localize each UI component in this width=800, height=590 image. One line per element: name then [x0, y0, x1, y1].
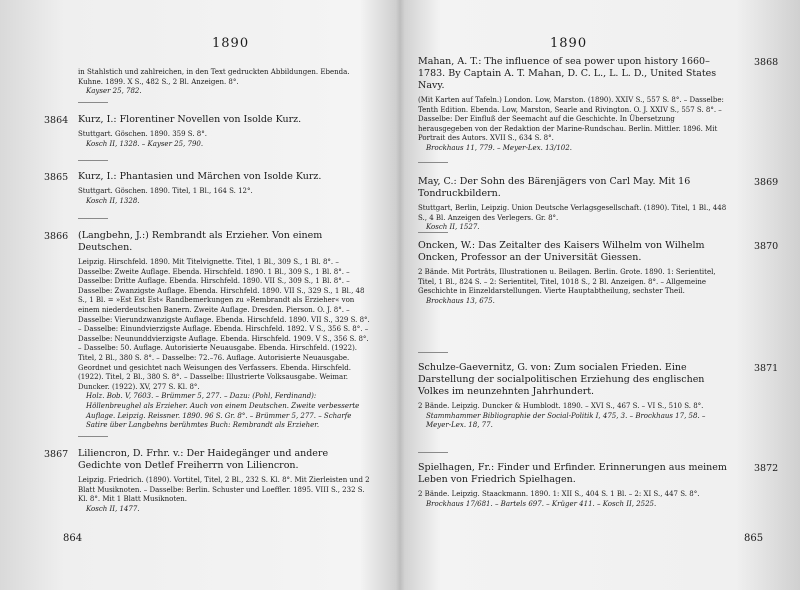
- entry-body: Leipzig. Hirschfeld. 1890. Mit Titelvignette. Titel, 1 Bl., 309 S., 1 Bl. 8°. – Dasselbe: Zweite Auflage. Ebenda. Hirschfeld. 1890. 1 Bl., 309 S., 1 Bl. 8°. – Dasselbe: Dritte Auflage. Ebenda. Hirschfeld. 1890. VII S., 309 S., 1 Bl. 8°. – Dasselbe: Zwanzigste Auflage. Ebenda. Hirschfeld. 1890. VII S., 329 S., 1 Bl., 48 S., 1 Bl. = »Est Est Est« Randbemerkungen zu »Rembrandt als Erzieher« von einem niederdeutschen Banern. Zweite Auflage. Dresden. Pierson. O. J. 8°. – Dasselbe: Vierundzwanzigste Auflage. Ebenda. Hirschfeld. 1890. VII S., 329 S. 8°. – Dasselbe: Einundvierzigste Auflage. Ebenda. Hirschfeld. 1892. V S., 356 S. 8°. – Dasselbe: Neununddvierzigste Auflage. Ebenda. Hirschfeld. 1909. V S., 356 S. 8°. – Dasselbe: 50. Auflage. Autorisierte Neuausgabe. Ebenda. Hirschfeld. (1922). Titel, 2 Bl., 380 S. 8°. – Dasselbe: 72.–76. Auflage. Autorisierte Neuausgabe. Geordnet und gesichtet nach Weisungen des Verfassers. Ebenda. Hirschfeld. (1922). Titel, 2 Bl., 380 S. 8°. – Dasselbe: Illustrierte Volksausgabe. Weimar. Duncker. (1922). XV, 277 S. Kl. 8°.: [78, 258, 370, 391]
- entry-body: 2 Bände. Mit Porträts, Illustrationen u. Beilagen. Berlin. Grote. 1890. 1: Serientitel, Titel, 1 Bl., 824 S. – 2: Serientitel, Titel, 1018 S., 2 Bl. Anzeigen. 8°. – Allgemeine Geschichte in Einzeldarstellungen. Vierte Hauptabtheilung, sechster Theil.: [418, 268, 716, 296]
- page-year-header: 1890: [212, 36, 250, 51]
- page-number: 865: [744, 533, 764, 544]
- catalog-entry: [418, 176, 779, 233]
- page-year-header: 1890: [550, 36, 588, 51]
- entry-body: (Mit Karten auf Tafeln.) London. Low, Marston. (1890). XXIV S., 557 S. 8°. – Dasselbe: Tenth Edition. Ebenda. Low, Marston, Searle and Rivington. O. J. XXIV S., 557 S. 8°. – Dasselbe: Der Einfluß der Seemacht auf die Geschichte. In Übersetzung herausgegeben von der Redaktion der Marine-Rundschau. Berlin. Mittler. 1896. Mit Portrait des Autors. XVII S., 634 S. 8°.: [418, 96, 724, 143]
- entry-number: 3867: [44, 449, 69, 460]
- catalog-entry: [418, 240, 779, 306]
- entry-number: 3866: [44, 231, 69, 242]
- catalog-entry: [418, 56, 779, 154]
- entry-citation: Kayser 25, 782.: [86, 87, 142, 96]
- entry-citation: Stammhammer Bibliographie der Social-Politik I, 475, 3. – Brockhaus 17, 58. – Meyer-Lex. 18, 77.: [426, 411, 706, 430]
- entry-body: Leipzig. Friedrich. (1890). Vortitel, Titel, 2 Bl., 232 S. Kl. 8°. Mit Zierleisten und 2 Blatt Musiknoten. – Dasselbe: Berlin. Schuster und Loeffler. 1895. VIII S., 232 S. Kl. 8°. Mit 1 Blatt Musiknoten.: [78, 476, 370, 504]
- continuation-entry: [78, 64, 370, 97]
- entry-citation: Kosch II, 1328. – Kayser 25, 790.: [86, 139, 204, 148]
- entry-body: 2 Bände. Leipzig. Staackmann. 1890. 1: XII S., 404 S. 1 Bl. – 2: XI S., 447 S. 8°.: [418, 490, 700, 498]
- entry-citation: Kosch II, 1328.: [86, 196, 140, 205]
- catalog-entry: [44, 448, 370, 514]
- entry-number: 3869: [754, 177, 779, 188]
- catalog-entry: [44, 171, 370, 206]
- page-number: 864: [63, 533, 83, 544]
- entry-title: (Langbehn, J.:) Rembrandt als Erzieher. Von einem Deutschen.: [78, 230, 323, 253]
- separator-rule: [78, 102, 108, 103]
- entry-citation: Brockhaus 13, 675.: [426, 296, 495, 305]
- right-page: [400, 0, 800, 590]
- entry-number: 3868: [754, 57, 779, 68]
- separator-rule: [78, 218, 108, 219]
- entry-title: Liliencron, D. Frhr. v.: Der Haidegänger und andere Gedichte von Detlef Freiherrn von Liliencron.: [78, 448, 329, 471]
- separator-rule: [78, 436, 108, 437]
- entry-number: 3872: [754, 463, 779, 474]
- entry-title: May, C.: Der Sohn des Bärenjägers von Carl May. Mit 16 Tondruckbildern.: [418, 176, 691, 199]
- separator-rule: [418, 452, 448, 453]
- entry-citation: Brockhaus 17/681. – Bartels 697. – Krüger 411. – Kosch II, 2525.: [426, 499, 657, 508]
- catalog-entry: [418, 462, 779, 509]
- entry-title: Oncken, W.: Das Zeitalter des Kaisers Wilhelm von Wilhelm Oncken, Professor an der Universität Giessen.: [418, 240, 705, 263]
- entry-body: Stuttgart. Göschen. 1890. Titel, 1 Bl., 164 S. 12°.: [78, 187, 253, 195]
- entry-body: Stuttgart. Göschen. 1890. 359 S. 8°.: [78, 130, 207, 138]
- entry-number: 3870: [754, 241, 779, 252]
- entry-body: in Stahlstich und zahlreichen, in den Text gedruckten Abbildungen. Ebenda. Kuhne. 1899. X S., 482 S., 2 Bl. Anzeigen. 8°.: [78, 68, 350, 86]
- entry-body: 2 Bände. Leipzig. Duncker & Humblodt. 1890. – XVI S., 467 S. – VI S., 510 S. 8°.: [418, 402, 704, 410]
- entry-number: 3865: [44, 172, 69, 183]
- entry-citation: Brockhaus 11, 779. – Meyer-Lex. 13/102.: [426, 143, 572, 152]
- separator-rule: [418, 162, 448, 163]
- separator-rule: [418, 352, 448, 353]
- catalog-entry: [418, 362, 779, 431]
- entry-number: 3864: [44, 115, 69, 126]
- catalog-entry: [44, 114, 370, 149]
- separator-rule: [418, 232, 448, 233]
- separator-rule: [78, 160, 108, 161]
- entry-title: Kurz, I.: Florentiner Novellen von Isolde Kurz.: [78, 114, 302, 125]
- entry-number: 3871: [754, 363, 779, 374]
- entry-title: Mahan, A. T.: The influence of sea power upon history 1660–1783. By Captain A. T. Mahan, D. C. L., L. L. D., United States Navy.: [418, 56, 717, 91]
- entry-title: Schulze-Gaevernitz, G. von: Zum socialen Frieden. Eine Darstellung der socialpolitischen Erziehung des englischen Volkes im neunzehnten Jahrhundert.: [418, 362, 705, 397]
- entry-citation: Kosch II, 1527.: [426, 223, 480, 232]
- entry-title: Spielhagen, Fr.: Finder und Erfinder. Erinnerungen aus meinem Leben von Friedrich Spielhagen.: [418, 462, 727, 485]
- catalog-entry: [44, 230, 370, 431]
- entry-body: Stuttgart, Berlin, Leipzig. Union Deutsche Verlagsgesellschaft. (1890). Titel, 1 Bl., 448 S., 4 Bl. Anzeigen des Verlegers. Gr. 8°.: [418, 204, 727, 222]
- entry-citation: Kosch II, 1477.: [86, 504, 140, 513]
- entry-title: Kurz, I.: Phantasien und Märchen von Isolde Kurz.: [78, 171, 322, 182]
- entry-citation: Holz. Bob. V, 7603. – Brümmer 5, 277. – Dazu: (Pohl, Ferdinand): Höllenbreughel als Erzieher. Auch von einem Deutschen. Zweite verbesserte Auflage. Leipzig. Reissner. 1890. 96 S. Gr. 8°. – Brümmer 5, 277. – Scharfe Satire über Langbehns berühmtes Buch: Rembrandt als Erzieher.: [86, 392, 360, 430]
